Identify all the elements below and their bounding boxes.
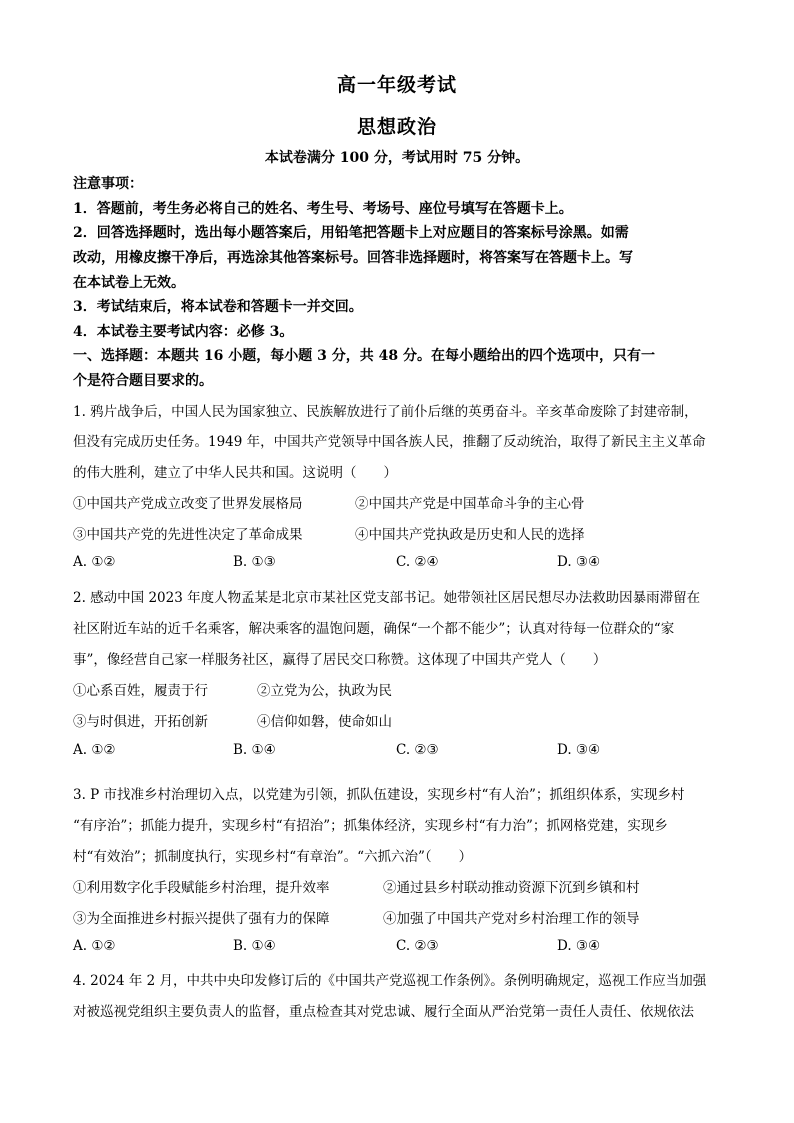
q3-option-c: C. ②③	[396, 938, 439, 954]
q3-option-a: A. ①②	[73, 938, 116, 954]
q3-option-b: B. ①④	[233, 938, 276, 954]
notice-item-1: 1．答题前，考生务必将自己的姓名、考生号、考场号、座位号填写在答题卡上。	[73, 201, 573, 217]
q2-option-a: A. ①②	[73, 742, 116, 758]
q3-stem-line-2: “有序治”；抓能力提升，实现乡村“有招治”；抓集体经济，实现乡村“有力治”；抓网格党建，实现乡	[73, 818, 668, 834]
exam-subject: 思想政治	[356, 116, 437, 138]
q2-option-c: C. ②③	[396, 742, 439, 758]
q1-statement-4: ④中国共产党执政是历史和人民的选择	[355, 527, 585, 543]
exam-title: 高一年级考试	[336, 74, 457, 96]
q3-option-d: D. ③④	[557, 938, 601, 954]
q2-statement-4: ④信仰如磐，使命如山	[257, 714, 392, 730]
notice-item-2-line-2: 改动，用橡皮擦干净后，再选涂其他答案标号。回答非选择题时，将答案写在答题卡上。写	[73, 250, 633, 266]
q2-statement-3: ③与时俱进，开拓创新	[73, 714, 208, 730]
section-heading-line-1: 一、选择题：本题共 16 小题，每小题 3 分，共 48 分。在每小题给出的四个选项中，只有一	[73, 348, 655, 364]
q1-statement-3: ③中国共产党的先进性决定了革命成果	[73, 527, 303, 543]
section-heading-line-2: 个是符合题目要求的。	[73, 373, 213, 389]
q2-statement-1: ①心系百姓，履责于行	[73, 683, 208, 699]
q2-stem-line-2: 社区附近车站的近千名乘客，解决乘客的温饱问题，确保“一个都不能少”；认真对待每一位群众的“家	[73, 621, 675, 637]
q2-stem-line-3: 事”，像经营自己家一样服务社区，赢得了居民交口称赞。这体现了中国共产党人（ ）	[73, 652, 607, 668]
q1-option-d: D. ③④	[557, 554, 601, 570]
q4-stem-line-1: 4. 2024 年 2 月，中共中央印发修订后的《中国共产党巡视工作条例》。条例明确规定，巡视工作应当加强	[73, 973, 707, 989]
q1-stem-line-1: 1. 鸦片战争后，中国人民为国家独立、民族解放进行了前仆后继的英勇奋斗。辛亥革命废除了封建帝制，	[73, 404, 698, 420]
q1-statement-2: ②中国共产党是中国革命斗争的主心骨	[355, 496, 585, 512]
q3-statement-1: ①利用数字化手段赋能乡村治理，提升效率	[73, 880, 330, 896]
notice-item-2-line-3: 在本试卷上无效。	[73, 275, 185, 291]
q2-stem-line-1: 2. 感动中国 2023 年度人物孟某是北京市某社区党支部书记。她带领社区居民想尽办法救助因暴雨滞留在	[73, 590, 701, 606]
q2-option-b: B. ①④	[233, 742, 276, 758]
q3-statement-2: ②通过县乡村联动推动资源下沉到乡镇和村	[383, 880, 640, 896]
q1-option-c: C. ②④	[396, 554, 439, 570]
q1-stem-line-3: 的伟大胜利，建立了中华人民共和国。这说明（ ）	[73, 465, 397, 481]
exam-info: 本试卷满分 100 分，考试用时 75 分钟。	[264, 150, 530, 166]
q4-stem-line-2: 对被巡视党组织主要负责人的监督，重点检查其对党忠诚、履行全面从严治党第一责任人责任、依规依法	[73, 1004, 694, 1020]
q1-option-b: B. ①③	[233, 554, 276, 570]
q1-option-a: A. ①②	[73, 554, 116, 570]
q3-stem-line-1: 3. P 市找准乡村治理切入点，以党建为引领，抓队伍建设，实现乡村“有人治”；抓组织体系，实现乡村	[73, 787, 685, 803]
q1-stem-line-2: 但没有完成历史任务。1949 年，中国共产党领导中国各族人民，推翻了反动统治，取得了新民主主义革命	[73, 434, 706, 450]
q3-statement-4: ④加强了中国共产党对乡村治理工作的领导	[383, 911, 640, 927]
q1-statement-1: ①中国共产党成立改变了世界发展格局	[73, 496, 303, 512]
notice-item-3: 3．考试结束后，将本试卷和答题卡一并交回。	[73, 299, 363, 315]
notice-item-4: 4．本试卷主要考试内容：必修 3。	[73, 324, 294, 340]
notice-heading: 注意事项：	[73, 176, 143, 192]
q3-statement-3: ③为全面推进乡村振兴提供了强有力的保障	[73, 911, 330, 927]
q2-option-d: D. ③④	[557, 742, 601, 758]
q2-statement-2: ②立党为公，执政为民	[257, 683, 392, 699]
notice-item-2-line-1: 2．回答选择题时，选出每小题答案后，用铅笔把答题卡上对应题目的答案标号涂黑。如需	[73, 225, 629, 241]
q3-stem-line-3: 村“有效治”；抓制度执行，实现乡村“有章治”。“六抓六治”（ ）	[73, 849, 473, 865]
